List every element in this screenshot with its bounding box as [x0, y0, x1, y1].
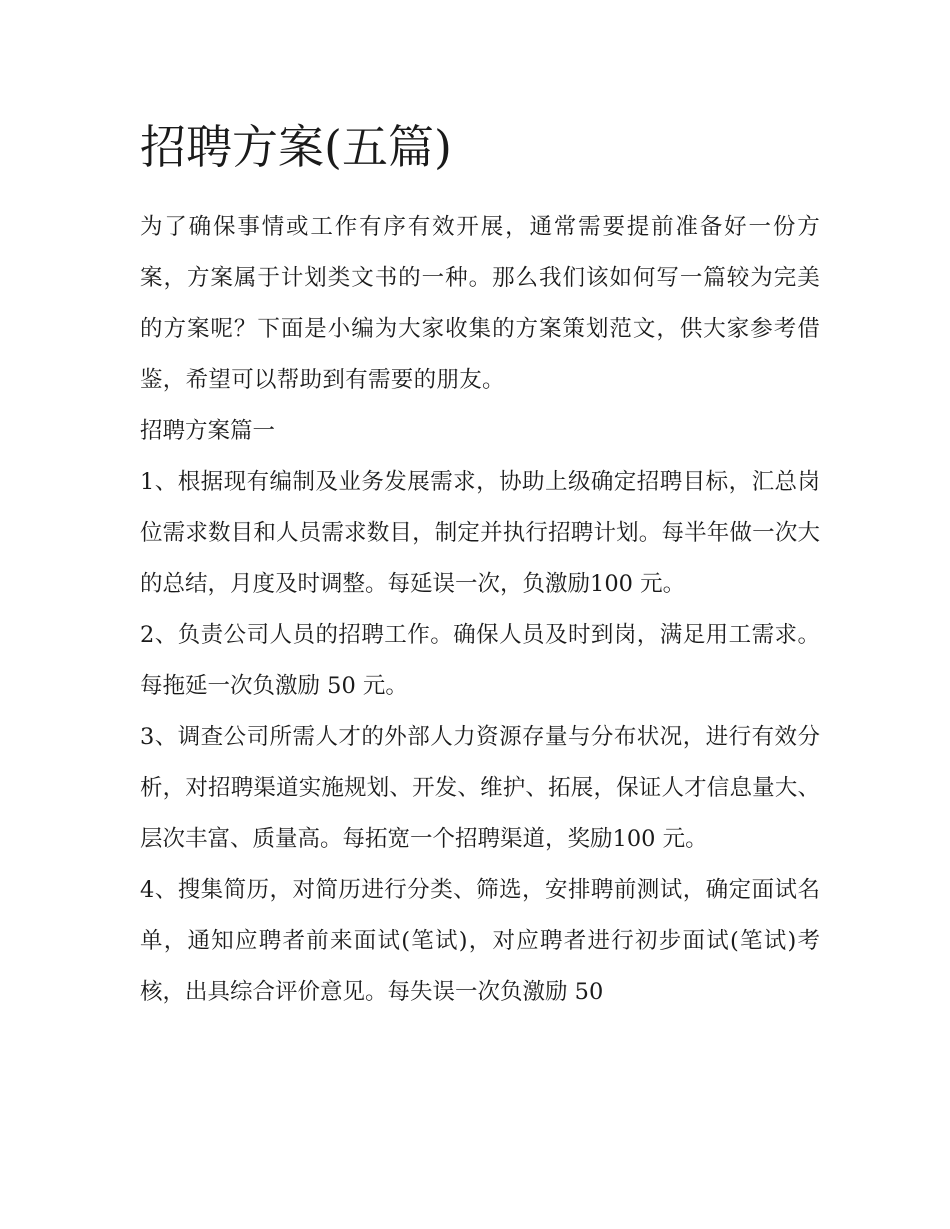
document-body	[140, 112, 820, 1018]
list-item: 4、搜集简历，对简历进行分类、筛选，安排聘前测试，确定面试名单，通知应聘者前来面试(笔试)，对应聘者进行初步面试(笔试)考核，出具综合评价意见。每失误一次负激励 50	[140, 877, 820, 1005]
intro-paragraph: 为了确保事情或工作有序有效开展，通常需要提前准备好一份方案，方案属于计划类文书的一种。那么我们该如何写一篇较为完美的方案呢？下面是小编为大家收集的方案策划范文，供大家参考借鉴，希望可以帮助到有需要的朋友。	[140, 214, 820, 393]
section-heading: 招聘方案篇一	[140, 418, 276, 444]
list-item: 3、调查公司所需人才的外部人力资源存量与分布状况，进行有效分析，对招聘渠道实施规划、开发、维护、拓展，保证人才信息量大、层次丰富、质量高。每拓宽一个招聘渠道，奖励100 元。	[140, 724, 820, 852]
list-item: 2、负责公司人员的招聘工作。确保人员及时到岗，满足用工需求。每拖延一次负激励 50 元。	[140, 622, 820, 699]
document-title: 招聘方案(五篇)	[140, 120, 452, 174]
list-item: 1、根据现有编制及业务发展需求，协助上级确定招聘目标，汇总岗位需求数目和人员需求数目，制定并执行招聘计划。每半年做一次大的总结，月度及时调整。每延误一次，负激励100 元。	[140, 469, 820, 597]
